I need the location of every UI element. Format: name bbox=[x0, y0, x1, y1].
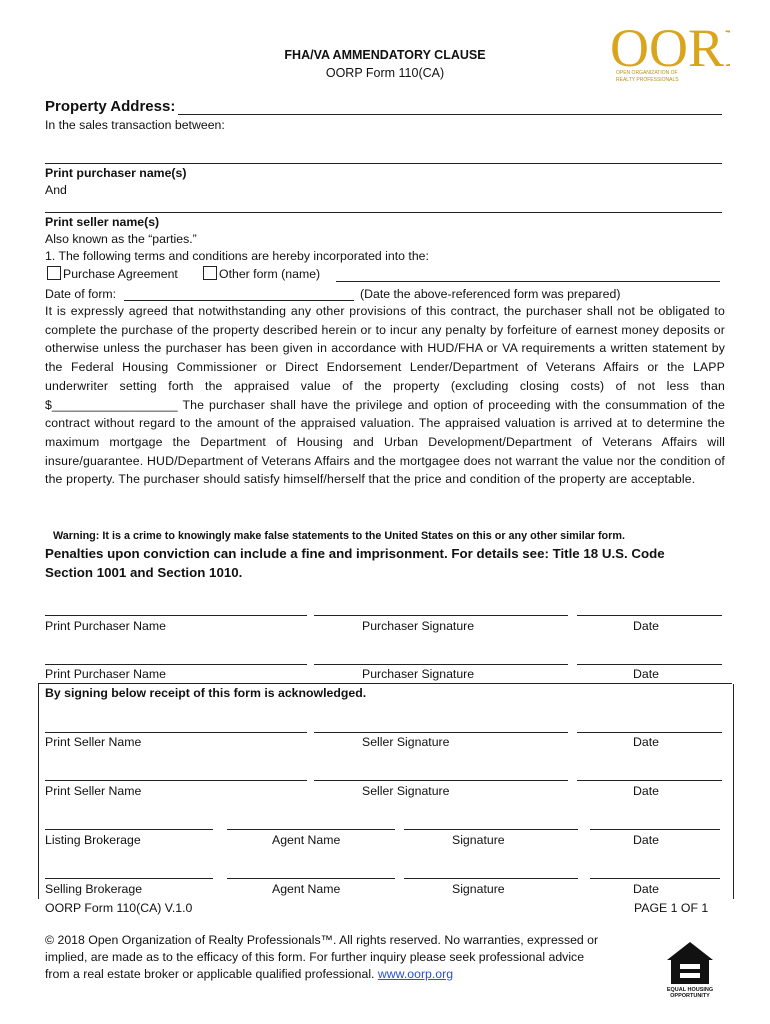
selling-date-label: Date bbox=[633, 882, 659, 896]
selling-agent-label: Agent Name bbox=[272, 882, 341, 896]
listing-agent-label: Agent Name bbox=[272, 833, 341, 847]
property-address-field[interactable] bbox=[178, 114, 722, 115]
terms-text: 1. The following terms and conditions are hereby incorporated into the: bbox=[45, 249, 429, 263]
equal-housing-logo bbox=[665, 940, 715, 998]
other-form-name-field[interactable] bbox=[336, 281, 720, 282]
date-note: (Date the above-referenced form was prepared) bbox=[360, 287, 621, 301]
acknowledgement-text: By signing below receipt of this form is acknowledged. bbox=[45, 686, 367, 700]
listing-date-line[interactable] bbox=[590, 829, 720, 830]
purchaser-name-field[interactable] bbox=[45, 163, 722, 164]
seller-date-label-1: Date bbox=[633, 735, 659, 749]
seller-signature-label-1: Seller Signature bbox=[362, 735, 450, 749]
equal-housing-icon bbox=[665, 940, 715, 998]
purchaser-signature-label-1: Purchaser Signature bbox=[362, 619, 475, 633]
purchaser-signature-line-2[interactable] bbox=[314, 664, 568, 665]
seller-date-label-2: Date bbox=[633, 784, 659, 798]
copyright-line-2: implied, are made as to the efficacy of this form. For further inquiry please seek professional advice bbox=[45, 950, 585, 964]
form-version: OORP Form 110(CA) V.1.0 bbox=[45, 901, 193, 915]
ack-box-top-border bbox=[38, 683, 732, 684]
selling-brokerage-line[interactable] bbox=[45, 878, 213, 879]
penalties-section-text: Section 1001 and Section 1010. bbox=[45, 565, 243, 580]
listing-signature-line[interactable] bbox=[404, 829, 578, 830]
seller-signature-line-1[interactable] bbox=[314, 732, 568, 733]
purchase-agreement-checkbox[interactable] bbox=[47, 266, 61, 280]
form-title: FHA/VA AMMENDATORY CLAUSE bbox=[284, 48, 486, 62]
clause-paragraph: It is expressly agreed that notwithstanding any other provisions of this contract, the purchaser shall not be obligated to complete the purchase of the property described herein or to incur any penalty by forfeiture of earnest money deposits or otherwise unless the purchaser has been given in accordance with HUD/FHA or VA requirements a written statement by the Federal Housing Commissioner or Direct Endorsement Lender/Department of Veterans Affairs or the LAPP underwriter setting forth the appraised value of the property (excluding closing costs) of not less than $__________________ The purchaser shall have the privilege and option of proceeding with the consummation of the contract without regard to the amount of the appraised valuation. The appraised valuation is arrived at to determine the maximum mortgage the Department of Housing and Urban Development/Department of Veterans Affairs will insure/guarantee. HUD/Department of Veterans Affairs and the mortgagee does not warrant the value nor the condition of the property. The purchaser should satisfy himself/herself that the price and condition of the property are acceptable. bbox=[45, 304, 725, 487]
sales-transaction-text: In the sales transaction between: bbox=[45, 118, 225, 132]
copyright-line-1: © 2018 Open Organization of Realty Professionals™. All rights reserved. No warranties, expressed or bbox=[45, 933, 599, 947]
selling-agent-line[interactable] bbox=[227, 878, 395, 879]
seller-name-field[interactable] bbox=[45, 212, 722, 213]
purchaser-date-label-2: Date bbox=[633, 667, 659, 681]
purchaser-signature-line-1[interactable] bbox=[314, 615, 568, 616]
purchaser-date-line-1[interactable] bbox=[577, 615, 722, 616]
date-of-form-label: Date of form: bbox=[45, 287, 117, 301]
eho-text-2: OPPORTUNITY bbox=[670, 993, 710, 998]
other-form-checkbox[interactable] bbox=[203, 266, 217, 280]
other-form-option bbox=[203, 266, 320, 281]
other-form-label: Other form (name) bbox=[219, 267, 321, 281]
selling-signature-label: Signature bbox=[452, 882, 505, 896]
copyright-block bbox=[45, 932, 598, 983]
listing-signature-label: Signature bbox=[452, 833, 505, 847]
purchaser-date-line-2[interactable] bbox=[577, 664, 722, 665]
logo-tagline-2: REALTY PROFESSIONALS bbox=[616, 77, 679, 83]
parties-text: Also known as the “parties.” bbox=[45, 232, 197, 246]
print-purchaser-label-1: Print Purchaser Name bbox=[45, 619, 166, 633]
logo-tagline-1: OPEN ORGANIZATION OF bbox=[616, 70, 678, 76]
listing-brokerage-line[interactable] bbox=[45, 829, 213, 830]
oorp-logo bbox=[610, 14, 730, 86]
purchase-agreement-label: Purchase Agreement bbox=[63, 267, 178, 281]
selling-signature-line[interactable] bbox=[404, 878, 578, 879]
oorp-website-link[interactable]: www.oorp.org bbox=[377, 967, 454, 981]
print-seller-label-2: Print Seller Name bbox=[45, 784, 142, 798]
seller-date-line-1[interactable] bbox=[577, 732, 722, 733]
purchaser-name-line-1[interactable] bbox=[45, 615, 307, 616]
purchaser-name-line-2[interactable] bbox=[45, 664, 307, 665]
listing-agent-line[interactable] bbox=[227, 829, 395, 830]
listing-brokerage-label: Listing Brokerage bbox=[45, 833, 141, 847]
seller-label: Print seller name(s) bbox=[45, 215, 160, 229]
seller-signature-label-2: Seller Signature bbox=[362, 784, 450, 798]
purchase-agreement-option bbox=[47, 266, 178, 281]
purchaser-date-label-1: Date bbox=[633, 619, 659, 633]
seller-name-line-2[interactable] bbox=[45, 780, 307, 781]
logo-wordmark: OOR bbox=[610, 18, 725, 78]
copyright-line-3 bbox=[45, 966, 598, 983]
property-address-label: Property Address: bbox=[45, 98, 176, 115]
penalties-text: Penalties upon conviction can include a fine and imprisonment. For details see: Title 18 U.S. Code bbox=[45, 546, 665, 561]
print-seller-label-1: Print Seller Name bbox=[45, 735, 142, 749]
print-purchaser-label-2: Print Purchaser Name bbox=[45, 667, 166, 681]
seller-date-line-2[interactable] bbox=[577, 780, 722, 781]
seller-signature-line-2[interactable] bbox=[314, 780, 568, 781]
listing-date-label: Date bbox=[633, 833, 659, 847]
selling-brokerage-label: Selling Brokerage bbox=[45, 882, 143, 896]
form-subtitle: OORP Form 110(CA) bbox=[325, 66, 445, 80]
seller-name-line-1[interactable] bbox=[45, 732, 307, 733]
purchaser-signature-label-2: Purchaser Signature bbox=[362, 667, 475, 681]
copyright-line-3-text: from a real estate broker or applicable qualified professional. bbox=[45, 967, 375, 981]
eho-text-1: EQUAL HOUSING bbox=[666, 987, 714, 993]
warning-text: Warning: It is a crime to knowingly make false statements to the United States on this or any other similar form. bbox=[53, 530, 625, 542]
purchaser-label: Print purchaser name(s) bbox=[45, 166, 187, 180]
selling-date-line[interactable] bbox=[590, 878, 720, 879]
and-text: And bbox=[45, 183, 67, 197]
page-number: PAGE 1 OF 1 bbox=[634, 901, 709, 915]
date-of-form-field[interactable] bbox=[124, 300, 354, 301]
